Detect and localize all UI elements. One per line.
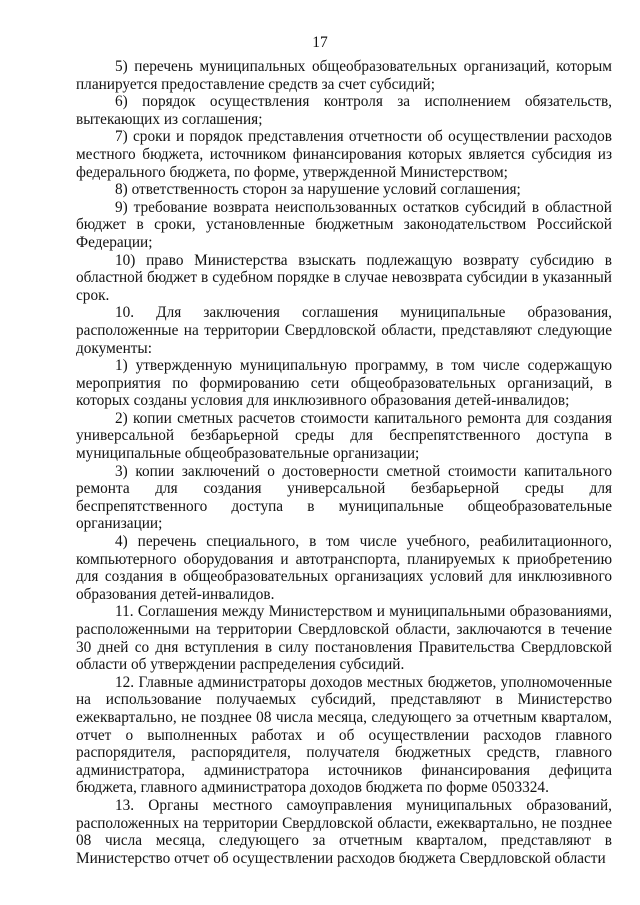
document-item-2-estimates: 2) копии сметных расчетов стоимости капитального ремонта для создания универсальной безбарьерной среды для беспрепятственного доступа в муниципальные общеобразовательные организации; (76, 409, 612, 463)
list-item-7-reporting: 7) сроки и порядок представления отчетности об осуществлении расходов местного бюджета, источником финансирования которых является субсидия из федерального бюджета, по форме, утвержденной Министерством; (76, 128, 612, 181)
document-item-1-program: 1) утвержденную муниципальную программу, в том числе содержащую мероприятия по формированию сети общеобразовательных организаций, в которых созданы условия для инклюзивного образования детей-инвалидов; (76, 357, 612, 410)
document-item-4-equipment: 4) перечень специального, в том числе учебного, реабилитационного, компьютерного оборудования и автотранспорта, планируемых к приобретению для создания в общеобразовательных организациях условий для инклюзивного образования детей-инвалидов. (76, 533, 612, 603)
list-item-5-schools-list: 5) перечень муниципальных общеобразовательных организаций, которым планируется предоставление средств за счет субсидий; (76, 58, 612, 93)
list-item-10-recovery-right: 10) право Министерства взыскать подлежащую возврату субсидию в областной бюджет в судебном порядке в случае невозврата субсидии в указанный срок. (76, 251, 612, 304)
page-number: 17 (312, 34, 328, 51)
clause-10-documents: 10. Для заключения соглашения муниципальные образования, расположенные на территории Свердловской области, представляют следующие документы: (76, 304, 612, 357)
list-item-6-control-procedure: 6) порядок осуществления контроля за исполнением обязательств, вытекающих из соглашения; (76, 93, 612, 128)
clause-11-agreements: 11. Соглашения между Министерством и муниципальными образованиями, расположенными на территории Свердловской области, заключаются в течение 30 дней со дня вступления в силу постановления Правительства Свердловской области об утверждении распределения субсидий. (76, 603, 612, 674)
document-body (76, 58, 612, 867)
clause-13-local-authorities: 13. Органы местного самоуправления муниципальных образований, расположенных на территории Свердловской области, ежеквартально, не позднее 08 числа месяца, следующего за отчетным кварталом, представляют в Министерство отчет об осуществлении расходов бюджета Свердловской области (76, 796, 612, 867)
list-item-9-refund-requirement: 9) требование возврата неиспользованных остатков субсидий в областной бюджет в сроки, установленные бюджетным законодательством Российской Федерации; (76, 198, 612, 251)
clause-12-reporting: 12. Главные администраторы доходов местных бюджетов, уполномоченные на использование получаемых субсидий, представляют в Министерство ежеквартально, не позднее 08 числа месяца, следующего за отчетным кварталом, отчет о выполненных работах и об осуществлении расходов главного распорядителя, распорядителя, получателя бюджетных средств, главного администратора, администратора источников финансирования дефицита бюджета, главного администратора доходов бюджета по форме 0503324. (76, 673, 612, 797)
list-item-8-responsibility: 8) ответственность сторон за нарушение условий соглашения; (115, 181, 521, 199)
document-item-3-conclusions: 3) копии заключений о достоверности сметной стоимости капитального ремонта для создания универсальной безбарьерной среды для беспрепятственного доступа в муниципальные общеобразовательные организации; (76, 462, 612, 533)
